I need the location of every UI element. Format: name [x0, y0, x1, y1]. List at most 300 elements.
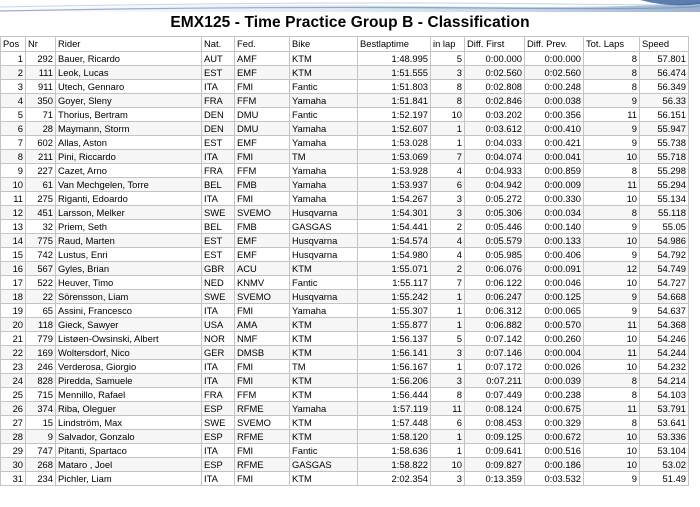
cell-nr: 742 — [26, 248, 56, 262]
cell-tot-laps: 11 — [584, 346, 640, 360]
cell-fed: FFM — [235, 94, 290, 108]
cell-fed: NMF — [235, 332, 290, 346]
table-row — [1, 304, 689, 318]
cell-rider: Gyles, Brian — [56, 262, 202, 276]
cell-diff-first: 0:05.985 — [465, 248, 525, 262]
cell-fed: ACU — [235, 262, 290, 276]
table-row — [1, 262, 689, 276]
cell-tot-laps: 8 — [584, 374, 640, 388]
cell-pos: 16 — [1, 262, 26, 276]
cell-pos: 28 — [1, 430, 26, 444]
cell-nr: 71 — [26, 108, 56, 122]
cell-diff-first: 0:04.942 — [465, 178, 525, 192]
table-row — [1, 206, 689, 220]
cell-diff-prev: 0:02.560 — [525, 66, 584, 80]
cell-tot-laps: 9 — [584, 220, 640, 234]
cell-speed: 55.118 — [640, 206, 689, 220]
col-header-in-lap: in lap — [431, 37, 465, 52]
cell-nat: NOR — [202, 332, 235, 346]
cell-rider: Gieck, Sawyer — [56, 318, 202, 332]
cell-rider: Riba, Oleguer — [56, 402, 202, 416]
cell-nat: GER — [202, 346, 235, 360]
cell-fed: FFM — [235, 388, 290, 402]
cell-rider: Mennillo, Rafael — [56, 388, 202, 402]
cell-speed: 55.738 — [640, 136, 689, 150]
cell-bestlaptime: 1:52.197 — [358, 108, 431, 122]
cell-bike: Yamaha — [290, 178, 358, 192]
cell-fed: FMI — [235, 304, 290, 318]
cell-in-lap: 7 — [431, 150, 465, 164]
header-banner — [0, 0, 700, 12]
cell-speed: 54.244 — [640, 346, 689, 360]
cell-speed: 55.718 — [640, 150, 689, 164]
cell-diff-first: 0:07.146 — [465, 346, 525, 360]
cell-nr: 28 — [26, 122, 56, 136]
cell-rider: Priem, Seth — [56, 220, 202, 234]
cell-pos: 25 — [1, 388, 26, 402]
cell-fed: FMB — [235, 178, 290, 192]
cell-diff-prev: 0:00.356 — [525, 108, 584, 122]
cell-in-lap: 1 — [431, 318, 465, 332]
cell-nr: 246 — [26, 360, 56, 374]
cell-tot-laps: 9 — [584, 304, 640, 318]
cell-in-lap: 5 — [431, 52, 465, 66]
cell-nat: EST — [202, 234, 235, 248]
table-row — [1, 458, 689, 472]
cell-fed: DMU — [235, 108, 290, 122]
cell-bike: TM — [290, 150, 358, 164]
cell-bike: Husqvarna — [290, 290, 358, 304]
cell-fed: KNMV — [235, 276, 290, 290]
cell-pos: 8 — [1, 150, 26, 164]
cell-rider: Listøen-Owsinski, Albert — [56, 332, 202, 346]
cell-speed: 53.641 — [640, 416, 689, 430]
cell-nat: SWE — [202, 206, 235, 220]
cell-diff-first: 0:05.579 — [465, 234, 525, 248]
cell-speed: 53.104 — [640, 444, 689, 458]
cell-bike: Fantic — [290, 108, 358, 122]
cell-nr: 522 — [26, 276, 56, 290]
cell-nr: 169 — [26, 346, 56, 360]
cell-nat: ITA — [202, 304, 235, 318]
table-row — [1, 430, 689, 444]
cell-nat: ESP — [202, 430, 235, 444]
cell-bestlaptime: 1:55.877 — [358, 318, 431, 332]
cell-diff-prev: 0:00.046 — [525, 276, 584, 290]
cell-diff-prev: 0:00.000 — [525, 52, 584, 66]
cell-in-lap: 3 — [431, 192, 465, 206]
table-row — [1, 402, 689, 416]
cell-diff-prev: 0:00.248 — [525, 80, 584, 94]
cell-nat: ITA — [202, 444, 235, 458]
cell-bike: Fantic — [290, 444, 358, 458]
cell-diff-prev: 0:03.532 — [525, 472, 584, 486]
cell-speed: 54.986 — [640, 234, 689, 248]
cell-in-lap: 10 — [431, 458, 465, 472]
cell-pos: 23 — [1, 360, 26, 374]
cell-pos: 7 — [1, 136, 26, 150]
cell-diff-first: 0:06.882 — [465, 318, 525, 332]
cell-tot-laps: 12 — [584, 262, 640, 276]
cell-nat: SWE — [202, 290, 235, 304]
cell-pos: 2 — [1, 66, 26, 80]
cell-diff-first: 0:03.612 — [465, 122, 525, 136]
cell-pos: 27 — [1, 416, 26, 430]
cell-tot-laps: 11 — [584, 318, 640, 332]
cell-fed: FMI — [235, 374, 290, 388]
cell-tot-laps: 8 — [584, 206, 640, 220]
cell-bestlaptime: 1:57.119 — [358, 402, 431, 416]
cell-diff-first: 0:09.827 — [465, 458, 525, 472]
cell-bike: KTM — [290, 332, 358, 346]
cell-bike: KTM — [290, 346, 358, 360]
cell-diff-prev: 0:00.421 — [525, 136, 584, 150]
cell-in-lap: 1 — [431, 122, 465, 136]
cell-in-lap: 4 — [431, 248, 465, 262]
cell-rider: Lustus, Enri — [56, 248, 202, 262]
cell-bestlaptime: 1:55.117 — [358, 276, 431, 290]
cell-rider: Sörensson, Liam — [56, 290, 202, 304]
cell-diff-prev: 0:00.672 — [525, 430, 584, 444]
cell-diff-prev: 0:00.133 — [525, 234, 584, 248]
cell-speed: 55.294 — [640, 178, 689, 192]
cell-diff-prev: 0:00.570 — [525, 318, 584, 332]
cell-bike: Fantic — [290, 276, 358, 290]
cell-nat: ITA — [202, 374, 235, 388]
cell-diff-first: 0:06.076 — [465, 262, 525, 276]
cell-diff-first: 0:05.272 — [465, 192, 525, 206]
cell-diff-prev: 0:00.026 — [525, 360, 584, 374]
cell-bestlaptime: 1:57.448 — [358, 416, 431, 430]
table-row — [1, 290, 689, 304]
cell-nat: DEN — [202, 108, 235, 122]
cell-nr: 211 — [26, 150, 56, 164]
cell-nr: 118 — [26, 318, 56, 332]
cell-nr: 65 — [26, 304, 56, 318]
cell-bestlaptime: 1:54.574 — [358, 234, 431, 248]
cell-speed: 53.791 — [640, 402, 689, 416]
cell-diff-first: 0:06.312 — [465, 304, 525, 318]
cell-nat: EST — [202, 136, 235, 150]
cell-pos: 18 — [1, 290, 26, 304]
cell-bestlaptime: 1:51.555 — [358, 66, 431, 80]
table-row — [1, 178, 689, 192]
cell-speed: 56.33 — [640, 94, 689, 108]
cell-rider: Maymann, Storm — [56, 122, 202, 136]
cell-tot-laps: 8 — [584, 416, 640, 430]
cell-tot-laps: 10 — [584, 150, 640, 164]
cell-speed: 55.298 — [640, 164, 689, 178]
cell-rider: Mataro , Joel — [56, 458, 202, 472]
cell-speed: 55.134 — [640, 192, 689, 206]
cell-bestlaptime: 1:56.206 — [358, 374, 431, 388]
cell-fed: SVEMO — [235, 290, 290, 304]
classification-table — [0, 36, 689, 486]
cell-in-lap: 1 — [431, 136, 465, 150]
cell-tot-laps: 11 — [584, 178, 640, 192]
cell-nat: FRA — [202, 164, 235, 178]
cell-diff-first: 0:04.074 — [465, 150, 525, 164]
cell-speed: 56.349 — [640, 80, 689, 94]
cell-in-lap: 6 — [431, 416, 465, 430]
cell-diff-prev: 0:00.004 — [525, 346, 584, 360]
cell-diff-prev: 0:00.034 — [525, 206, 584, 220]
cell-rider: Lindström, Max — [56, 416, 202, 430]
cell-fed: EMF — [235, 234, 290, 248]
cell-diff-prev: 0:00.065 — [525, 304, 584, 318]
cell-rider: Pichler, Liam — [56, 472, 202, 486]
cell-diff-first: 0:02.846 — [465, 94, 525, 108]
cell-in-lap: 8 — [431, 94, 465, 108]
cell-nr: 775 — [26, 234, 56, 248]
cell-bestlaptime: 1:53.937 — [358, 178, 431, 192]
cell-diff-first: 0:03.202 — [465, 108, 525, 122]
cell-pos: 6 — [1, 122, 26, 136]
cell-rider: Heuver, Timo — [56, 276, 202, 290]
cell-fed: EMF — [235, 66, 290, 80]
cell-bike: TM — [290, 360, 358, 374]
cell-rider: Goyer, Sleny — [56, 94, 202, 108]
col-header-tot-laps: Tot. Laps — [584, 37, 640, 52]
cell-in-lap: 3 — [431, 206, 465, 220]
cell-pos: 30 — [1, 458, 26, 472]
cell-bike: KTM — [290, 52, 358, 66]
cell-fed: FMI — [235, 192, 290, 206]
table-row — [1, 374, 689, 388]
cell-nat: EST — [202, 248, 235, 262]
cell-bike: KTM — [290, 472, 358, 486]
cell-speed: 54.214 — [640, 374, 689, 388]
cell-in-lap: 1 — [431, 304, 465, 318]
table-row — [1, 66, 689, 80]
cell-bike: KTM — [290, 66, 358, 80]
cell-nat: DEN — [202, 122, 235, 136]
cell-diff-prev: 0:00.675 — [525, 402, 584, 416]
cell-diff-prev: 0:00.516 — [525, 444, 584, 458]
cell-nat: ITA — [202, 360, 235, 374]
table-row — [1, 346, 689, 360]
cell-speed: 54.246 — [640, 332, 689, 346]
cell-bike: Yamaha — [290, 122, 358, 136]
cell-bestlaptime: 1:54.301 — [358, 206, 431, 220]
cell-fed: DMSB — [235, 346, 290, 360]
cell-fed: AMF — [235, 52, 290, 66]
cell-in-lap: 1 — [431, 360, 465, 374]
cell-tot-laps: 9 — [584, 472, 640, 486]
cell-in-lap: 1 — [431, 444, 465, 458]
col-header-nr: Nr — [26, 37, 56, 52]
cell-diff-first: 0:04.933 — [465, 164, 525, 178]
col-header-bike: Bike — [290, 37, 358, 52]
table-row — [1, 122, 689, 136]
cell-rider: Raud, Marten — [56, 234, 202, 248]
cell-nr: 22 — [26, 290, 56, 304]
cell-rider: Piredda, Samuele — [56, 374, 202, 388]
cell-pos: 31 — [1, 472, 26, 486]
cell-speed: 54.368 — [640, 318, 689, 332]
cell-rider: Pitanti, Spartaco — [56, 444, 202, 458]
cell-tot-laps: 9 — [584, 136, 640, 150]
cell-nr: 350 — [26, 94, 56, 108]
cell-pos: 21 — [1, 332, 26, 346]
table-row — [1, 80, 689, 94]
cell-diff-first: 0:00.000 — [465, 52, 525, 66]
cell-nr: 602 — [26, 136, 56, 150]
cell-fed: SVEMO — [235, 416, 290, 430]
cell-diff-first: 0:05.446 — [465, 220, 525, 234]
cell-diff-prev: 0:00.186 — [525, 458, 584, 472]
cell-speed: 56.474 — [640, 66, 689, 80]
cell-pos: 11 — [1, 192, 26, 206]
cell-in-lap: 8 — [431, 80, 465, 94]
cell-pos: 20 — [1, 318, 26, 332]
cell-bike: Yamaha — [290, 402, 358, 416]
cell-fed: FMI — [235, 444, 290, 458]
cell-pos: 24 — [1, 374, 26, 388]
cell-rider: Salvador, Gonzalo — [56, 430, 202, 444]
cell-tot-laps: 9 — [584, 248, 640, 262]
cell-in-lap: 8 — [431, 388, 465, 402]
cell-diff-prev: 0:00.406 — [525, 248, 584, 262]
cell-rider: Larsson, Melker — [56, 206, 202, 220]
cell-diff-prev: 0:00.038 — [525, 94, 584, 108]
cell-diff-first: 0:07.172 — [465, 360, 525, 374]
table-row — [1, 332, 689, 346]
cell-bike: KTM — [290, 430, 358, 444]
cell-nat: ITA — [202, 80, 235, 94]
cell-bike: Yamaha — [290, 192, 358, 206]
col-header-nat: Nat. — [202, 37, 235, 52]
cell-diff-first: 0:04.033 — [465, 136, 525, 150]
cell-tot-laps: 9 — [584, 290, 640, 304]
cell-speed: 54.232 — [640, 360, 689, 374]
cell-pos: 17 — [1, 276, 26, 290]
cell-bike: Husqvarna — [290, 234, 358, 248]
cell-pos: 13 — [1, 220, 26, 234]
cell-diff-prev: 0:00.091 — [525, 262, 584, 276]
cell-nat: AUT — [202, 52, 235, 66]
cell-in-lap: 3 — [431, 346, 465, 360]
table-row — [1, 52, 689, 66]
cell-diff-first: 0:06.122 — [465, 276, 525, 290]
cell-pos: 3 — [1, 80, 26, 94]
cell-speed: 55.05 — [640, 220, 689, 234]
cell-nr: 828 — [26, 374, 56, 388]
cell-bike: KTM — [290, 318, 358, 332]
cell-rider: Riganti, Edoardo — [56, 192, 202, 206]
cell-diff-first: 0:07.449 — [465, 388, 525, 402]
table-row — [1, 136, 689, 150]
cell-in-lap: 7 — [431, 276, 465, 290]
col-header-pos: Pos — [1, 37, 26, 52]
cell-in-lap: 6 — [431, 178, 465, 192]
cell-nat: BEL — [202, 220, 235, 234]
cell-fed: FFM — [235, 164, 290, 178]
cell-pos: 5 — [1, 108, 26, 122]
cell-rider: Leok, Lucas — [56, 66, 202, 80]
cell-nr: 61 — [26, 178, 56, 192]
cell-nr: 292 — [26, 52, 56, 66]
cell-bestlaptime: 1:56.444 — [358, 388, 431, 402]
cell-in-lap: 1 — [431, 430, 465, 444]
cell-nat: FRA — [202, 94, 235, 108]
table-row — [1, 318, 689, 332]
cell-diff-prev: 0:00.330 — [525, 192, 584, 206]
cell-diff-first: 0:07.142 — [465, 332, 525, 346]
col-header-fed: Fed. — [235, 37, 290, 52]
cell-speed: 51.49 — [640, 472, 689, 486]
cell-nr: 15 — [26, 416, 56, 430]
page-title: EMX125 - Time Practice Group B - Classification — [170, 14, 530, 31]
cell-bike: Yamaha — [290, 304, 358, 318]
cell-nr: 32 — [26, 220, 56, 234]
cell-pos: 26 — [1, 402, 26, 416]
col-header-diff-first: Diff. First — [465, 37, 525, 52]
cell-nr: 234 — [26, 472, 56, 486]
cell-fed: EMF — [235, 136, 290, 150]
cell-in-lap: 11 — [431, 402, 465, 416]
cell-tot-laps: 8 — [584, 164, 640, 178]
banner-graphic — [0, 0, 700, 12]
cell-bestlaptime: 1:58.120 — [358, 430, 431, 444]
cell-diff-first: 0:02.808 — [465, 80, 525, 94]
cell-diff-prev: 0:00.329 — [525, 416, 584, 430]
cell-rider: Utech, Gennaro — [56, 80, 202, 94]
cell-fed: RFME — [235, 402, 290, 416]
cell-in-lap: 1 — [431, 290, 465, 304]
cell-in-lap: 10 — [431, 108, 465, 122]
cell-bike: Yamaha — [290, 94, 358, 108]
cell-bike: Fantic — [290, 80, 358, 94]
cell-fed: FMI — [235, 472, 290, 486]
cell-diff-prev: 0:00.260 — [525, 332, 584, 346]
cell-bestlaptime: 1:56.167 — [358, 360, 431, 374]
table-row — [1, 234, 689, 248]
cell-bike: KTM — [290, 416, 358, 430]
table-row — [1, 388, 689, 402]
cell-bestlaptime: 1:55.071 — [358, 262, 431, 276]
cell-diff-prev: 0:00.041 — [525, 150, 584, 164]
cell-bestlaptime: 1:48.995 — [358, 52, 431, 66]
cell-nat: SWE — [202, 416, 235, 430]
table-row — [1, 444, 689, 458]
cell-nat: ITA — [202, 150, 235, 164]
cell-bestlaptime: 1:51.841 — [358, 94, 431, 108]
cell-bike: Husqvarna — [290, 248, 358, 262]
cell-rider: Verderosa, Giorgio — [56, 360, 202, 374]
cell-speed: 54.637 — [640, 304, 689, 318]
cell-diff-first: 0:02.560 — [465, 66, 525, 80]
cell-tot-laps: 8 — [584, 80, 640, 94]
cell-nr: 911 — [26, 80, 56, 94]
cell-bestlaptime: 1:55.242 — [358, 290, 431, 304]
cell-tot-laps: 10 — [584, 430, 640, 444]
cell-diff-first: 0:07.211 — [465, 374, 525, 388]
cell-bestlaptime: 1:53.028 — [358, 136, 431, 150]
cell-pos: 12 — [1, 206, 26, 220]
col-header-speed: Speed — [640, 37, 689, 52]
cell-diff-prev: 0:00.410 — [525, 122, 584, 136]
cell-tot-laps: 10 — [584, 276, 640, 290]
cell-rider: Woltersdorf, Nico — [56, 346, 202, 360]
cell-nr: 747 — [26, 444, 56, 458]
cell-rider: Allas, Aston — [56, 136, 202, 150]
cell-tot-laps: 10 — [584, 458, 640, 472]
cell-speed: 56.151 — [640, 108, 689, 122]
cell-pos: 14 — [1, 234, 26, 248]
cell-tot-laps: 10 — [584, 234, 640, 248]
cell-nr: 111 — [26, 66, 56, 80]
